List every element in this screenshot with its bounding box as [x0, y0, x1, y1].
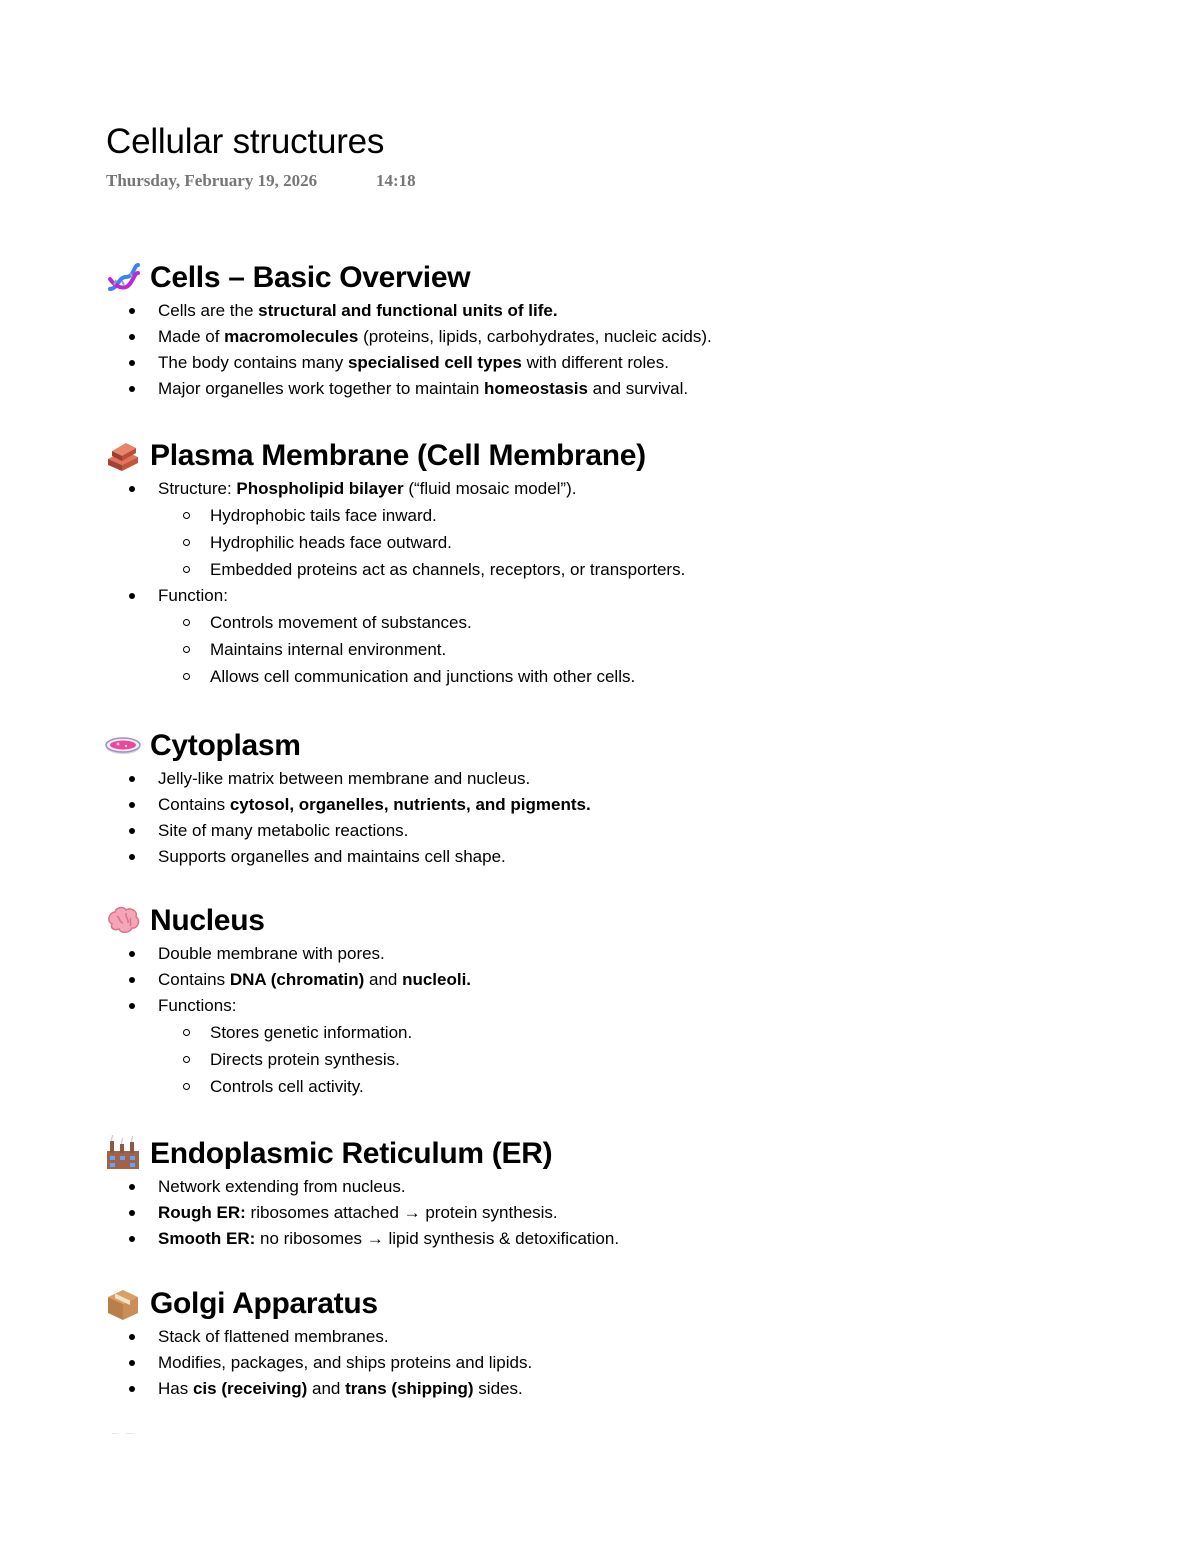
text-run: Cells are the [158, 301, 259, 320]
section-heading-text: Cells – Basic Overview [150, 261, 471, 294]
bullet-list [104, 941, 1104, 1100]
bullet-list [104, 298, 1104, 402]
text-run: Modifies, packages, and ships proteins and lipids. [158, 1353, 533, 1372]
section [104, 1284, 1104, 1402]
bold-text: specialised cell types [347, 353, 522, 372]
text-run: and [364, 970, 403, 989]
list-item [104, 476, 1104, 583]
text-run: Hydrophilic heads face outward. [210, 533, 452, 552]
text-run: and [307, 1379, 346, 1398]
list-item [104, 941, 1104, 967]
section [104, 901, 1104, 1100]
bold-text: structural and functional units of life. [258, 301, 558, 320]
list-item [104, 350, 1104, 376]
dna-icon [104, 259, 142, 297]
list-item [104, 844, 1104, 870]
section-heading [104, 258, 1104, 298]
sub-list-item [158, 1019, 1104, 1046]
text-run: (“fluid mosaic model”). [403, 479, 577, 498]
sub-list-item [158, 609, 1104, 636]
list-item [104, 298, 1104, 324]
bullet-list [104, 1324, 1104, 1402]
section [104, 436, 1104, 690]
text-run: sides. [473, 1379, 523, 1398]
bold-text: macromolecules [224, 327, 359, 346]
list-item [104, 967, 1104, 993]
text-run: Site of many metabolic reactions. [158, 821, 409, 840]
text-run: no ribosomes → lipid synthesis & detoxification. [255, 1229, 620, 1248]
factory-icon [104, 1135, 142, 1173]
faint-mark-icon [112, 1432, 138, 1435]
bold-text: cytosol, organelles, nutrients, and pigments. [229, 795, 591, 814]
text-run: Functions: [158, 996, 237, 1015]
section-heading-text: Nucleus [150, 904, 265, 937]
text-run: Function: [158, 586, 228, 605]
bullet-list [104, 766, 1104, 870]
sub-list-item [158, 663, 1104, 690]
section [104, 1134, 1104, 1252]
text-run: Network extending from nucleus. [158, 1177, 406, 1196]
sub-list-item [158, 1073, 1104, 1100]
list-item [104, 818, 1104, 844]
bold-text: nucleoli. [402, 970, 472, 989]
list-item [104, 1226, 1104, 1252]
page-date: Thursday, February 19, 2026 [106, 171, 318, 190]
list-item [104, 1200, 1104, 1226]
text-run: Hydrophobic tails face inward. [210, 506, 437, 525]
brain-icon [104, 902, 142, 940]
list-item [104, 1376, 1104, 1402]
page-time: 14:18 [376, 171, 416, 190]
list-item [104, 766, 1104, 792]
text-run: Made of [158, 327, 225, 346]
section-heading-text: Cytoplasm [150, 729, 301, 762]
section-heading-text: Endoplasmic Reticulum (ER) [150, 1137, 553, 1170]
text-run: Contains [158, 795, 230, 814]
text-run: Controls cell activity. [210, 1077, 364, 1096]
bold-text: trans (shipping) [345, 1379, 474, 1398]
section-heading-text: Plasma Membrane (Cell Membrane) [150, 439, 646, 472]
section-heading [104, 1284, 1104, 1324]
section [104, 726, 1104, 870]
text-run: (proteins, lipids, carbohydrates, nucleic acids). [358, 327, 712, 346]
bold-text: cis (receiving) [192, 1379, 308, 1398]
text-run: Allows cell communication and junctions with other cells. [210, 667, 636, 686]
section-heading [104, 901, 1104, 941]
text-run: The body contains many [158, 353, 348, 372]
section-heading [104, 1134, 1104, 1174]
sub-list-item [158, 1046, 1104, 1073]
brick-icon [104, 437, 142, 475]
list-item [104, 1350, 1104, 1376]
text-run: Contains [158, 970, 230, 989]
list-item [104, 583, 1104, 690]
sub-bullet-list [158, 502, 1104, 583]
text-run: Stack of flattened membranes. [158, 1327, 389, 1346]
text-run: Double membrane with pores. [158, 944, 385, 963]
bullet-list [104, 476, 1104, 690]
package-icon [104, 1285, 142, 1323]
list-item [104, 1174, 1104, 1200]
list-item [104, 792, 1104, 818]
bold-text: Phospholipid bilayer [236, 479, 404, 498]
sub-list-item [158, 502, 1104, 529]
text-run: Jelly-like matrix between membrane and nucleus. [158, 769, 531, 788]
text-run: Controls movement of substances. [210, 613, 472, 632]
bold-text: Rough ER: [158, 1203, 246, 1222]
sub-list-item [158, 529, 1104, 556]
text-run: Maintains internal environment. [210, 640, 447, 659]
sub-list-item [158, 556, 1104, 583]
section-heading-text: Golgi Apparatus [150, 1287, 378, 1320]
sub-bullet-list [158, 1019, 1104, 1100]
section-heading [104, 436, 1104, 476]
section-heading [104, 726, 1104, 766]
text-run: and survival. [587, 379, 689, 398]
sub-bullet-list [158, 609, 1104, 690]
text-run: Structure: [158, 479, 237, 498]
sub-list-item [158, 636, 1104, 663]
text-run: Embedded proteins act as channels, receptors, or transporters. [210, 560, 686, 579]
text-run: Directs protein synthesis. [210, 1050, 400, 1069]
bold-text: homeostasis [484, 379, 588, 398]
list-item [104, 993, 1104, 1100]
petri-dish-icon [104, 727, 142, 765]
page-title: Cellular structures [106, 122, 385, 161]
list-item [104, 1324, 1104, 1350]
text-run: with different roles. [521, 353, 669, 372]
list-item [104, 324, 1104, 350]
text-run: Stores genetic information. [210, 1023, 413, 1042]
bold-text: DNA (chromatin) [229, 970, 365, 989]
bold-text: Smooth ER: [158, 1229, 256, 1248]
text-run: ribosomes attached → protein synthesis. [245, 1203, 558, 1222]
bullet-list [104, 1174, 1104, 1252]
list-item [104, 376, 1104, 402]
section [104, 258, 1104, 402]
text-run: Has [158, 1379, 193, 1398]
text-run: Major organelles work together to maintain [158, 379, 484, 398]
page-meta [106, 170, 416, 192]
text-run: Supports organelles and maintains cell shape. [158, 847, 506, 866]
